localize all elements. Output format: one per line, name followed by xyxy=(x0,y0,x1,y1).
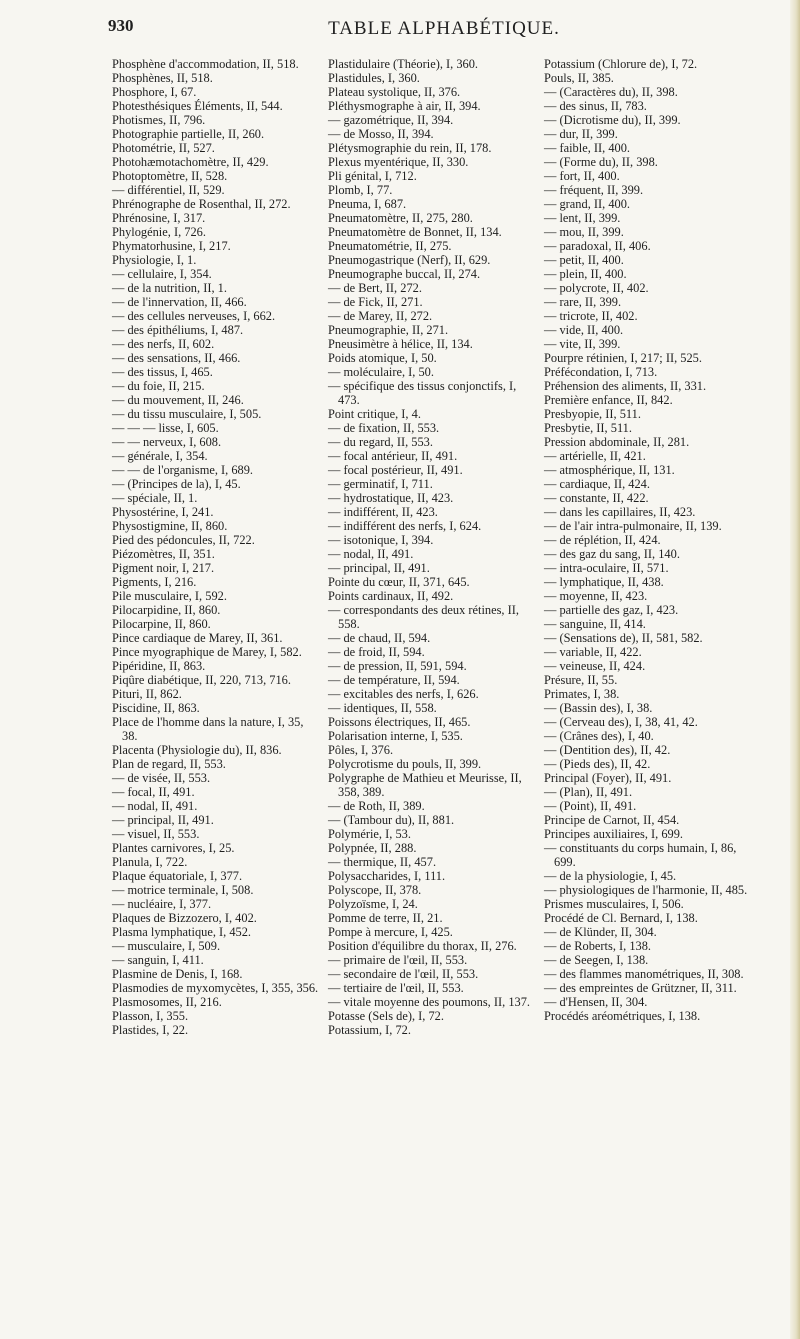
index-entry: — (Point), II, 491. xyxy=(544,799,637,813)
index-entry: — nodal, II, 491. xyxy=(112,799,198,813)
index-entry: — primaire de l'œil, II, 553. xyxy=(328,953,468,967)
index-entry: Piézomètres, II, 351. xyxy=(112,547,215,561)
index-entry: Pipéridine, II, 863. xyxy=(112,659,206,673)
index-entry: — de Roth, II, 389. xyxy=(328,799,425,813)
index-entry: — indifférent, II, 423. xyxy=(328,505,438,519)
index-entry: — des gaz du sang, II, 140. xyxy=(544,547,680,561)
index-entry: — des flammes manométriques, II, 308. xyxy=(544,967,744,981)
index-entry: Polyzoïsme, I, 24. xyxy=(328,897,418,911)
index-entry: — des sinus, II, 783. xyxy=(544,99,647,113)
index-entry: Préfécondation, I, 713. xyxy=(544,365,658,379)
index-entry: Phymatorhusine, I, 217. xyxy=(112,239,231,253)
index-entry: — du mouvement, II, 246. xyxy=(112,393,244,407)
index-entry: — du regard, II, 553. xyxy=(328,435,433,449)
index-entry: — (Tambour du), II, 881. xyxy=(328,813,455,827)
index-columns xyxy=(112,57,752,1037)
index-entry: Pneumatomètre, II, 275, 280. xyxy=(328,211,473,225)
index-entry: Photoptomètre, II, 528. xyxy=(112,169,228,183)
index-entry: — de réplétion, II, 424. xyxy=(544,533,661,547)
index-entry: — nucléaire, I, 377. xyxy=(112,897,212,911)
index-entry: Pilocarpine, II, 860. xyxy=(112,617,211,631)
index-entry: Pile musculaire, I, 592. xyxy=(112,589,227,603)
index-entry: Pli génital, I, 712. xyxy=(328,169,417,183)
index-entry: Pomme de terre, II, 21. xyxy=(328,911,443,925)
index-entry: — indifférent des nerfs, I, 624. xyxy=(328,519,482,533)
index-entry: — (Cerveau des), I, 38, 41, 42. xyxy=(544,715,698,729)
running-title: TABLE ALPHABÉTIQUE. xyxy=(328,18,560,39)
index-entry: — de froid, II, 594. xyxy=(328,645,425,659)
index-entry: — secondaire de l'œil, II, 553. xyxy=(328,967,479,981)
index-entry: Points cardinaux, II, 492. xyxy=(328,589,454,603)
index-entry: — sanguin, I, 411. xyxy=(112,953,204,967)
index-entry: Principes auxiliaires, I, 699. xyxy=(544,827,684,841)
index-entry: — musculaire, I, 509. xyxy=(112,939,221,953)
index-entry: — grand, II, 400. xyxy=(544,197,631,211)
index-entry: — plein, II, 400. xyxy=(544,267,627,281)
index-entry: — isotonique, I, 394. xyxy=(328,533,434,547)
index-entry: Pigments, I, 216. xyxy=(112,575,197,589)
index-entry: Piscidine, II, 863. xyxy=(112,701,200,715)
index-entry: — de Klünder, II, 304. xyxy=(544,925,657,939)
index-entry: Presbyopie, II, 511. xyxy=(544,407,641,421)
index-entry: Potassium (Chlorure de), I, 72. xyxy=(544,57,698,71)
index-entry: Pôles, I, 376. xyxy=(328,743,394,757)
index-entry: Presbytie, II, 511. xyxy=(544,421,632,435)
index-entry: Photographie partielle, II, 260. xyxy=(112,127,265,141)
index-entry: Pléthysmographe à air, II, 394. xyxy=(328,99,481,113)
index-entry: — des sensations, II, 466. xyxy=(112,351,241,365)
index-entry: — rare, II, 399. xyxy=(544,295,622,309)
index-entry: — — — lisse, I, 605. xyxy=(112,421,219,435)
index-entry: Pneumatométrie, II, 275. xyxy=(328,239,452,253)
index-entry: — focal, II, 491. xyxy=(112,785,195,799)
index-entry: Plasson, I, 355. xyxy=(112,1009,189,1023)
index-entry: — moyenne, II, 423. xyxy=(544,589,648,603)
index-entry: — du tissu musculaire, I, 505. xyxy=(112,407,262,421)
index-entry: — (Crânes des), I, 40. xyxy=(544,729,654,743)
index-entry: Photesthésiques Éléments, II, 544. xyxy=(112,99,283,113)
index-entry: — partielle des gaz, I, 423. xyxy=(544,603,679,617)
index-entry: — paradoxal, II, 406. xyxy=(544,239,651,253)
index-entry: Piqûre diabétique, II, 220, 713, 716. xyxy=(112,673,291,687)
index-entry: — (Plan), II, 491. xyxy=(544,785,633,799)
index-entry: Photométrie, II, 527. xyxy=(112,141,215,155)
index-entry: Plantes carnivores, I, 25. xyxy=(112,841,235,855)
index-entry: Plaques de Bizzozero, I, 402. xyxy=(112,911,257,925)
index-entry: — physiologiques de l'harmonie, II, 485. xyxy=(544,883,748,897)
index-entry: Poissons électriques, II, 465. xyxy=(328,715,471,729)
index-entry: — lymphatique, II, 438. xyxy=(544,575,664,589)
index-entry: — hydrostatique, II, 423. xyxy=(328,491,454,505)
index-entry: — de Fick, II, 271. xyxy=(328,295,423,309)
index-entry: — (Forme du), II, 398. xyxy=(544,155,658,169)
index-entry: — intra-oculaire, II, 571. xyxy=(544,561,669,575)
index-entry: — constituants du corps humain, I, 86, 699. xyxy=(544,841,737,869)
index-entry: — nodal, II, 491. xyxy=(328,547,414,561)
index-entry: Pneuma, I, 687. xyxy=(328,197,407,211)
index-entry: — — de l'organisme, I, 689. xyxy=(112,463,254,477)
index-entry: — de Mosso, II, 394. xyxy=(328,127,434,141)
index-entry: Phrénographe de Rosenthal, II, 272. xyxy=(112,197,291,211)
index-entry: — germinatif, I, 711. xyxy=(328,477,433,491)
index-entry: Polygraphe de Mathieu et Meurisse, II, 358, 389. xyxy=(328,771,522,799)
index-entry: — (Dicrotisme du), II, 399. xyxy=(544,113,681,127)
index-entry: Plastidulaire (Théorie), I, 360. xyxy=(328,57,479,71)
index-entry: — variable, II, 422. xyxy=(544,645,642,659)
index-entry: — des empreintes de Grützner, II, 311. xyxy=(544,981,737,995)
index-entry: — de température, II, 594. xyxy=(328,673,460,687)
index-entry: — (Bassin des), I, 38. xyxy=(544,701,653,715)
index-entry: — — nerveux, I, 608. xyxy=(112,435,222,449)
index-entry: — artérielle, II, 421. xyxy=(544,449,646,463)
index-entry: Polarisation interne, I, 535. xyxy=(328,729,463,743)
index-entry: — petit, II, 400. xyxy=(544,253,624,267)
index-entry: — générale, I, 354. xyxy=(112,449,208,463)
index-entry: — de l'innervation, II, 466. xyxy=(112,295,247,309)
index-entry: — visuel, II, 553. xyxy=(112,827,200,841)
index-entry: — de Roberts, I, 138. xyxy=(544,939,652,953)
index-entry: Pointe du cœur, II, 371, 645. xyxy=(328,575,470,589)
index-entry: Phosphène d'accommodation, II, 518. xyxy=(112,57,299,71)
index-entry: Pneumographie, II, 271. xyxy=(328,323,449,337)
index-entry: Pince myographique de Marey, I, 582. xyxy=(112,645,302,659)
index-entry: Pigment noir, I, 217. xyxy=(112,561,215,575)
index-entry: Primates, I, 38. xyxy=(544,687,620,701)
index-entry: Polyscope, II, 378. xyxy=(328,883,422,897)
index-entry: — cardiaque, II, 424. xyxy=(544,477,650,491)
index-entry: — polycrote, II, 402. xyxy=(544,281,649,295)
index-entry: — identiques, II, 558. xyxy=(328,701,437,715)
index-entry: — (Principes de la), I, 45. xyxy=(112,477,241,491)
index-entry: Phylogénie, I, 726. xyxy=(112,225,206,239)
index-entry: — différentiel, II, 529. xyxy=(112,183,225,197)
index-entry: Procédés aréométriques, I, 138. xyxy=(544,1009,701,1023)
index-entry: Pouls, II, 385. xyxy=(544,71,614,85)
index-entry: — focal antérieur, II, 491. xyxy=(328,449,458,463)
index-entry: Pince cardiaque de Marey, II, 361. xyxy=(112,631,283,645)
index-entry: — faible, II, 400. xyxy=(544,141,631,155)
index-entry: Physostigmine, II, 860. xyxy=(112,519,228,533)
index-entry: — fort, II, 400. xyxy=(544,169,620,183)
index-entry: — spéciale, II, 1. xyxy=(112,491,198,505)
index-column-middle xyxy=(328,57,536,1037)
index-entry: Placenta (Physiologie du), II, 836. xyxy=(112,743,282,757)
index-column-right xyxy=(544,57,752,1037)
index-entry: Phosphore, I, 67. xyxy=(112,85,197,99)
index-entry: — principal, II, 491. xyxy=(112,813,214,827)
index-entry: — constante, II, 422. xyxy=(544,491,649,505)
index-entry: Photismes, II, 796. xyxy=(112,113,206,127)
index-entry: — atmosphérique, II, 131. xyxy=(544,463,675,477)
index-entry: — vide, II, 400. xyxy=(544,323,624,337)
index-entry: Plasmosomes, II, 216. xyxy=(112,995,222,1009)
index-entry: Pituri, II, 862. xyxy=(112,687,182,701)
index-entry: Plan de regard, II, 553. xyxy=(112,757,226,771)
index-entry: — dans les capillaires, II, 423. xyxy=(544,505,696,519)
index-entry: Polypnée, II, 288. xyxy=(328,841,417,855)
index-entry: Physiologie, I, 1. xyxy=(112,253,197,267)
index-entry: — d'Hensen, II, 304. xyxy=(544,995,648,1009)
index-entry: — de la physiologie, I, 45. xyxy=(544,869,677,883)
index-entry: Plastidules, I, 360. xyxy=(328,71,420,85)
index-entry: — vite, II, 399. xyxy=(544,337,621,351)
index-entry: — (Dentition des), II, 42. xyxy=(544,743,671,757)
index-entry: Pneumatomètre de Bonnet, II, 134. xyxy=(328,225,502,239)
index-entry: Pneusimètre à hélice, II, 134. xyxy=(328,337,473,351)
index-entry: — de chaud, II, 594. xyxy=(328,631,431,645)
index-entry: — lent, II, 399. xyxy=(544,211,621,225)
index-entry: Phrénosine, I, 317. xyxy=(112,211,206,225)
index-entry: Procédé de Cl. Bernard, I, 138. xyxy=(544,911,698,925)
index-entry: — thermique, II, 457. xyxy=(328,855,437,869)
index-entry: Position d'équilibre du thorax, II, 276. xyxy=(328,939,517,953)
index-entry: — (Sensations de), II, 581, 582. xyxy=(544,631,703,645)
index-entry: — gazométrique, II, 394. xyxy=(328,113,454,127)
index-entry: — focal postérieur, II, 491. xyxy=(328,463,463,477)
index-entry: — veineuse, II, 424. xyxy=(544,659,646,673)
index-entry: — (Pieds des), II, 42. xyxy=(544,757,651,771)
index-entry: — spécifique des tissus conjonctifs, I, 473. xyxy=(328,379,517,407)
index-entry: Principal (Foyer), II, 491. xyxy=(544,771,672,785)
index-entry: — de l'air intra-pulmonaire, II, 139. xyxy=(544,519,722,533)
index-entry: — mou, II, 399. xyxy=(544,225,624,239)
index-entry: Polysaccharides, I, 111. xyxy=(328,869,446,883)
index-entry: Poids atomique, I, 50. xyxy=(328,351,437,365)
index-entry: — de visée, II, 553. xyxy=(112,771,211,785)
index-entry: — des nerfs, II, 602. xyxy=(112,337,215,351)
index-entry: Pied des pédoncules, II, 722. xyxy=(112,533,255,547)
index-entry: Potassium, I, 72. xyxy=(328,1023,411,1037)
index-entry: — cellulaire, I, 354. xyxy=(112,267,212,281)
index-entry: Plétysmographie du rein, II, 178. xyxy=(328,141,492,155)
index-entry: — excitables des nerfs, I, 626. xyxy=(328,687,479,701)
index-entry: Pneumogastrique (Nerf), II, 629. xyxy=(328,253,491,267)
index-entry: — tertiaire de l'œil, II, 553. xyxy=(328,981,464,995)
page-edge xyxy=(790,0,800,1339)
index-entry: Planula, I, 722. xyxy=(112,855,188,869)
index-entry: Pilocarpidine, II, 860. xyxy=(112,603,221,617)
index-entry: — de Seegen, I, 138. xyxy=(544,953,649,967)
index-entry: — de pression, II, 591, 594. xyxy=(328,659,467,673)
page-number: 930 xyxy=(108,16,134,35)
index-entry: — dur, II, 399. xyxy=(544,127,618,141)
index-entry: Plomb, I, 77. xyxy=(328,183,393,197)
index-entry: Plateau systolique, II, 376. xyxy=(328,85,461,99)
index-entry: — des tissus, I, 465. xyxy=(112,365,213,379)
index-entry: — des cellules nerveuses, I, 662. xyxy=(112,309,276,323)
index-entry: Plaque équatoriale, I, 377. xyxy=(112,869,243,883)
index-column-left xyxy=(112,57,320,1037)
index-entry: Plexus myentérique, II, 330. xyxy=(328,155,469,169)
index-entry: Prismes musculaires, I, 506. xyxy=(544,897,684,911)
index-entry: Préhension des aliments, II, 331. xyxy=(544,379,707,393)
index-entry: Pompe à mercure, I, 425. xyxy=(328,925,453,939)
index-entry: — de Bert, II, 272. xyxy=(328,281,422,295)
index-entry: Plasmodies de myxomycètes, I, 355, 356. xyxy=(112,981,319,995)
index-entry: Potasse (Sels de), I, 72. xyxy=(328,1009,444,1023)
index-entry: — fréquent, II, 399. xyxy=(544,183,644,197)
index-entry: Plastides, I, 22. xyxy=(112,1023,189,1037)
index-entry: Présure, II, 55. xyxy=(544,673,618,687)
index-entry: Phosphènes, II, 518. xyxy=(112,71,213,85)
index-entry: — tricrote, II, 402. xyxy=(544,309,638,323)
index-entry: — des épithéliums, I, 487. xyxy=(112,323,244,337)
index-entry: Pression abdominale, II, 281. xyxy=(544,435,690,449)
index-entry: Pourpre rétinien, I, 217; II, 525. xyxy=(544,351,702,365)
index-entry: Plasma lymphatique, I, 452. xyxy=(112,925,252,939)
index-entry: — correspondants des deux rétines, II, 558. xyxy=(328,603,519,631)
index-entry: Physostérine, I, 241. xyxy=(112,505,214,519)
index-entry: Photohæmotachomètre, II, 429. xyxy=(112,155,269,169)
index-entry: Première enfance, II, 842. xyxy=(544,393,673,407)
index-entry: — de la nutrition, II, 1. xyxy=(112,281,227,295)
index-entry: — (Caractères du), II, 398. xyxy=(544,85,678,99)
index-entry: — du foie, II, 215. xyxy=(112,379,205,393)
index-entry: — motrice terminale, I, 508. xyxy=(112,883,254,897)
index-entry: Point critique, I, 4. xyxy=(328,407,421,421)
index-entry: — vitale moyenne des poumons, II, 137. xyxy=(328,995,531,1009)
page-header xyxy=(108,16,760,42)
index-entry: — de Marey, II, 272. xyxy=(328,309,433,323)
index-entry: Pneumographe buccal, II, 274. xyxy=(328,267,481,281)
index-entry: — sanguine, II, 414. xyxy=(544,617,646,631)
index-entry: — principal, II, 491. xyxy=(328,561,430,575)
index-entry: Place de l'homme dans la nature, I, 35, 38. xyxy=(112,715,304,743)
index-entry: — de fixation, II, 553. xyxy=(328,421,440,435)
index-entry: Polymérie, I, 53. xyxy=(328,827,411,841)
index-entry: — moléculaire, I, 50. xyxy=(328,365,434,379)
index-entry: Polycrotisme du pouls, II, 399. xyxy=(328,757,482,771)
index-entry: Plasmine de Denis, I, 168. xyxy=(112,967,243,981)
index-entry: Principe de Carnot, II, 454. xyxy=(544,813,680,827)
